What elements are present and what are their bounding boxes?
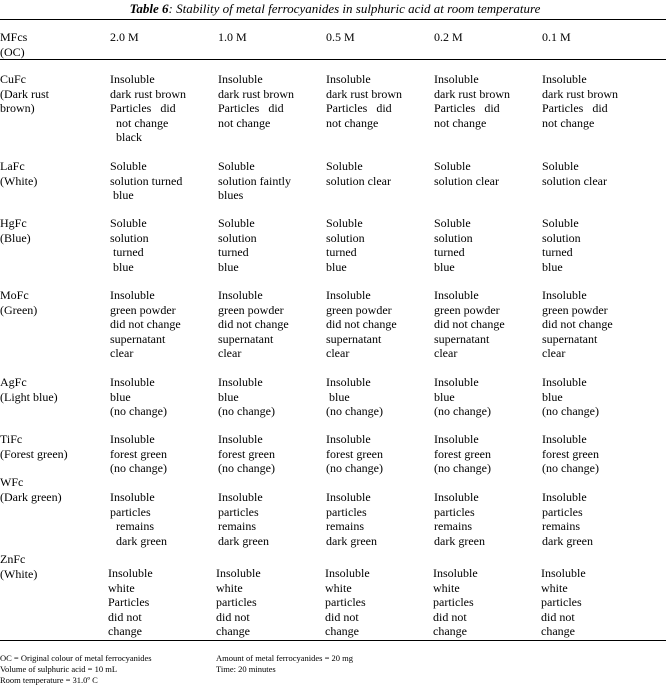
- table-cell: Soluble solution clear: [542, 159, 607, 188]
- header-0-2m: 0.2 M: [434, 30, 463, 44]
- table-cell: Insoluble blue (no change): [542, 375, 599, 418]
- table-cell: Insoluble green powder did not change supernatant clear: [218, 288, 289, 360]
- table-cell: Insoluble forest green (no change): [110, 432, 167, 475]
- row-name-hgfc: HgFc (Blue): [0, 216, 31, 245]
- row-name-lafc: LaFc (White): [0, 159, 38, 188]
- table-cell: Insoluble green powder did not change supernatant clear: [110, 288, 181, 360]
- table-cell: Soluble solution turned blue: [218, 216, 257, 274]
- header-0-5m: 0.5 M: [326, 30, 355, 44]
- table-cell: Insoluble dark rust brown Particles did not change black: [110, 72, 186, 144]
- table-title: [0, 1, 670, 16]
- table-cell: Insoluble green powder did not change supernatant clear: [542, 288, 613, 360]
- table-cell: Insoluble white particles did not change: [325, 566, 370, 638]
- table-cell: Soluble solution clear: [434, 159, 499, 188]
- table-cell: Insoluble particles remains dark green: [542, 490, 593, 548]
- table-cell: Insoluble dark rust brown Particles did not change: [218, 72, 294, 130]
- header-1-0m: 1.0 M: [218, 30, 247, 44]
- table-title-label: Table 6: [129, 1, 169, 16]
- table-cell: Insoluble forest green (no change): [542, 432, 599, 475]
- table-cell: Soluble solution turned blue: [542, 216, 581, 274]
- table-cell: Insoluble forest green (no change): [326, 432, 383, 475]
- table-cell: Insoluble particles remains dark green: [110, 490, 167, 548]
- table-cell: Insoluble white particles did not change: [541, 566, 586, 638]
- table-cell: Insoluble green powder did not change supernatant clear: [434, 288, 505, 360]
- table-cell: Soluble solution turned blue: [110, 159, 183, 202]
- row-name-mofc: MoFc (Green): [0, 288, 38, 317]
- row-name-wfc: WFc (Dark green): [0, 475, 62, 504]
- footnote-temperature: Room temperature = 31.0º C: [0, 675, 98, 685]
- table-cell: Insoluble green powder did not change supernatant clear: [326, 288, 397, 360]
- row-name-tifc: TiFc (Forest green): [0, 432, 68, 461]
- header-mfcs: MFcs (OC): [0, 30, 28, 59]
- table-cell: Soluble solution faintly blues: [218, 159, 291, 202]
- table-cell: Insoluble white Particles did not change: [108, 566, 153, 638]
- table-cell: Insoluble particles remains dark green: [326, 490, 377, 548]
- table-title-text: : Stability of metal ferrocyanides in sulphuric acid at room temperature: [168, 1, 541, 16]
- table-cell: Soluble solution turned blue: [326, 216, 365, 274]
- table-cell: Insoluble dark rust brown Particles did not change: [542, 72, 618, 130]
- table-cell: Insoluble blue (no change): [218, 375, 275, 418]
- table-cell: Insoluble particles remains dark green: [434, 490, 485, 548]
- table-cell: Insoluble dark rust brown Particles did not change: [326, 72, 402, 130]
- table-cell: Insoluble blue (no change): [326, 375, 383, 418]
- header-2-0m: 2.0 M: [110, 30, 139, 44]
- table-cell: Insoluble blue (no change): [110, 375, 167, 418]
- table-cell: Soluble solution turned blue: [434, 216, 473, 274]
- table-cell: Soluble solution clear: [326, 159, 391, 188]
- footnote-amount: Amount of metal ferrocyanides = 20 mg: [216, 653, 353, 663]
- table-cell: Insoluble particles remains dark green: [218, 490, 269, 548]
- table-cell: Insoluble white particles did not change: [433, 566, 478, 638]
- table-cell: Insoluble forest green (no change): [434, 432, 491, 475]
- footnote-volume: Volume of sulphuric acid = 10 mL: [0, 664, 118, 674]
- row-name-cufc: CuFc (Dark rust brown): [0, 72, 49, 115]
- row-name-znfc: ZnFc (White): [0, 552, 38, 581]
- top-rule: [0, 19, 666, 20]
- header-0-1m: 0.1 M: [542, 30, 571, 44]
- table-cell: Insoluble white particles did not change: [216, 566, 261, 638]
- table-cell: Insoluble forest green (no change): [218, 432, 275, 475]
- footnote-oc: OC = Original colour of metal ferrocyanides: [0, 653, 152, 663]
- bottom-rule: [0, 640, 666, 641]
- footnote-time: Time: 20 minutes: [216, 664, 276, 674]
- table-cell: Insoluble dark rust brown Particles did not change: [434, 72, 510, 130]
- table-cell: Soluble solution turned blue: [110, 216, 149, 274]
- table-cell: Insoluble blue (no change): [434, 375, 491, 418]
- header-rule: [0, 59, 666, 60]
- row-name-agfc: AgFc (Light blue): [0, 375, 58, 404]
